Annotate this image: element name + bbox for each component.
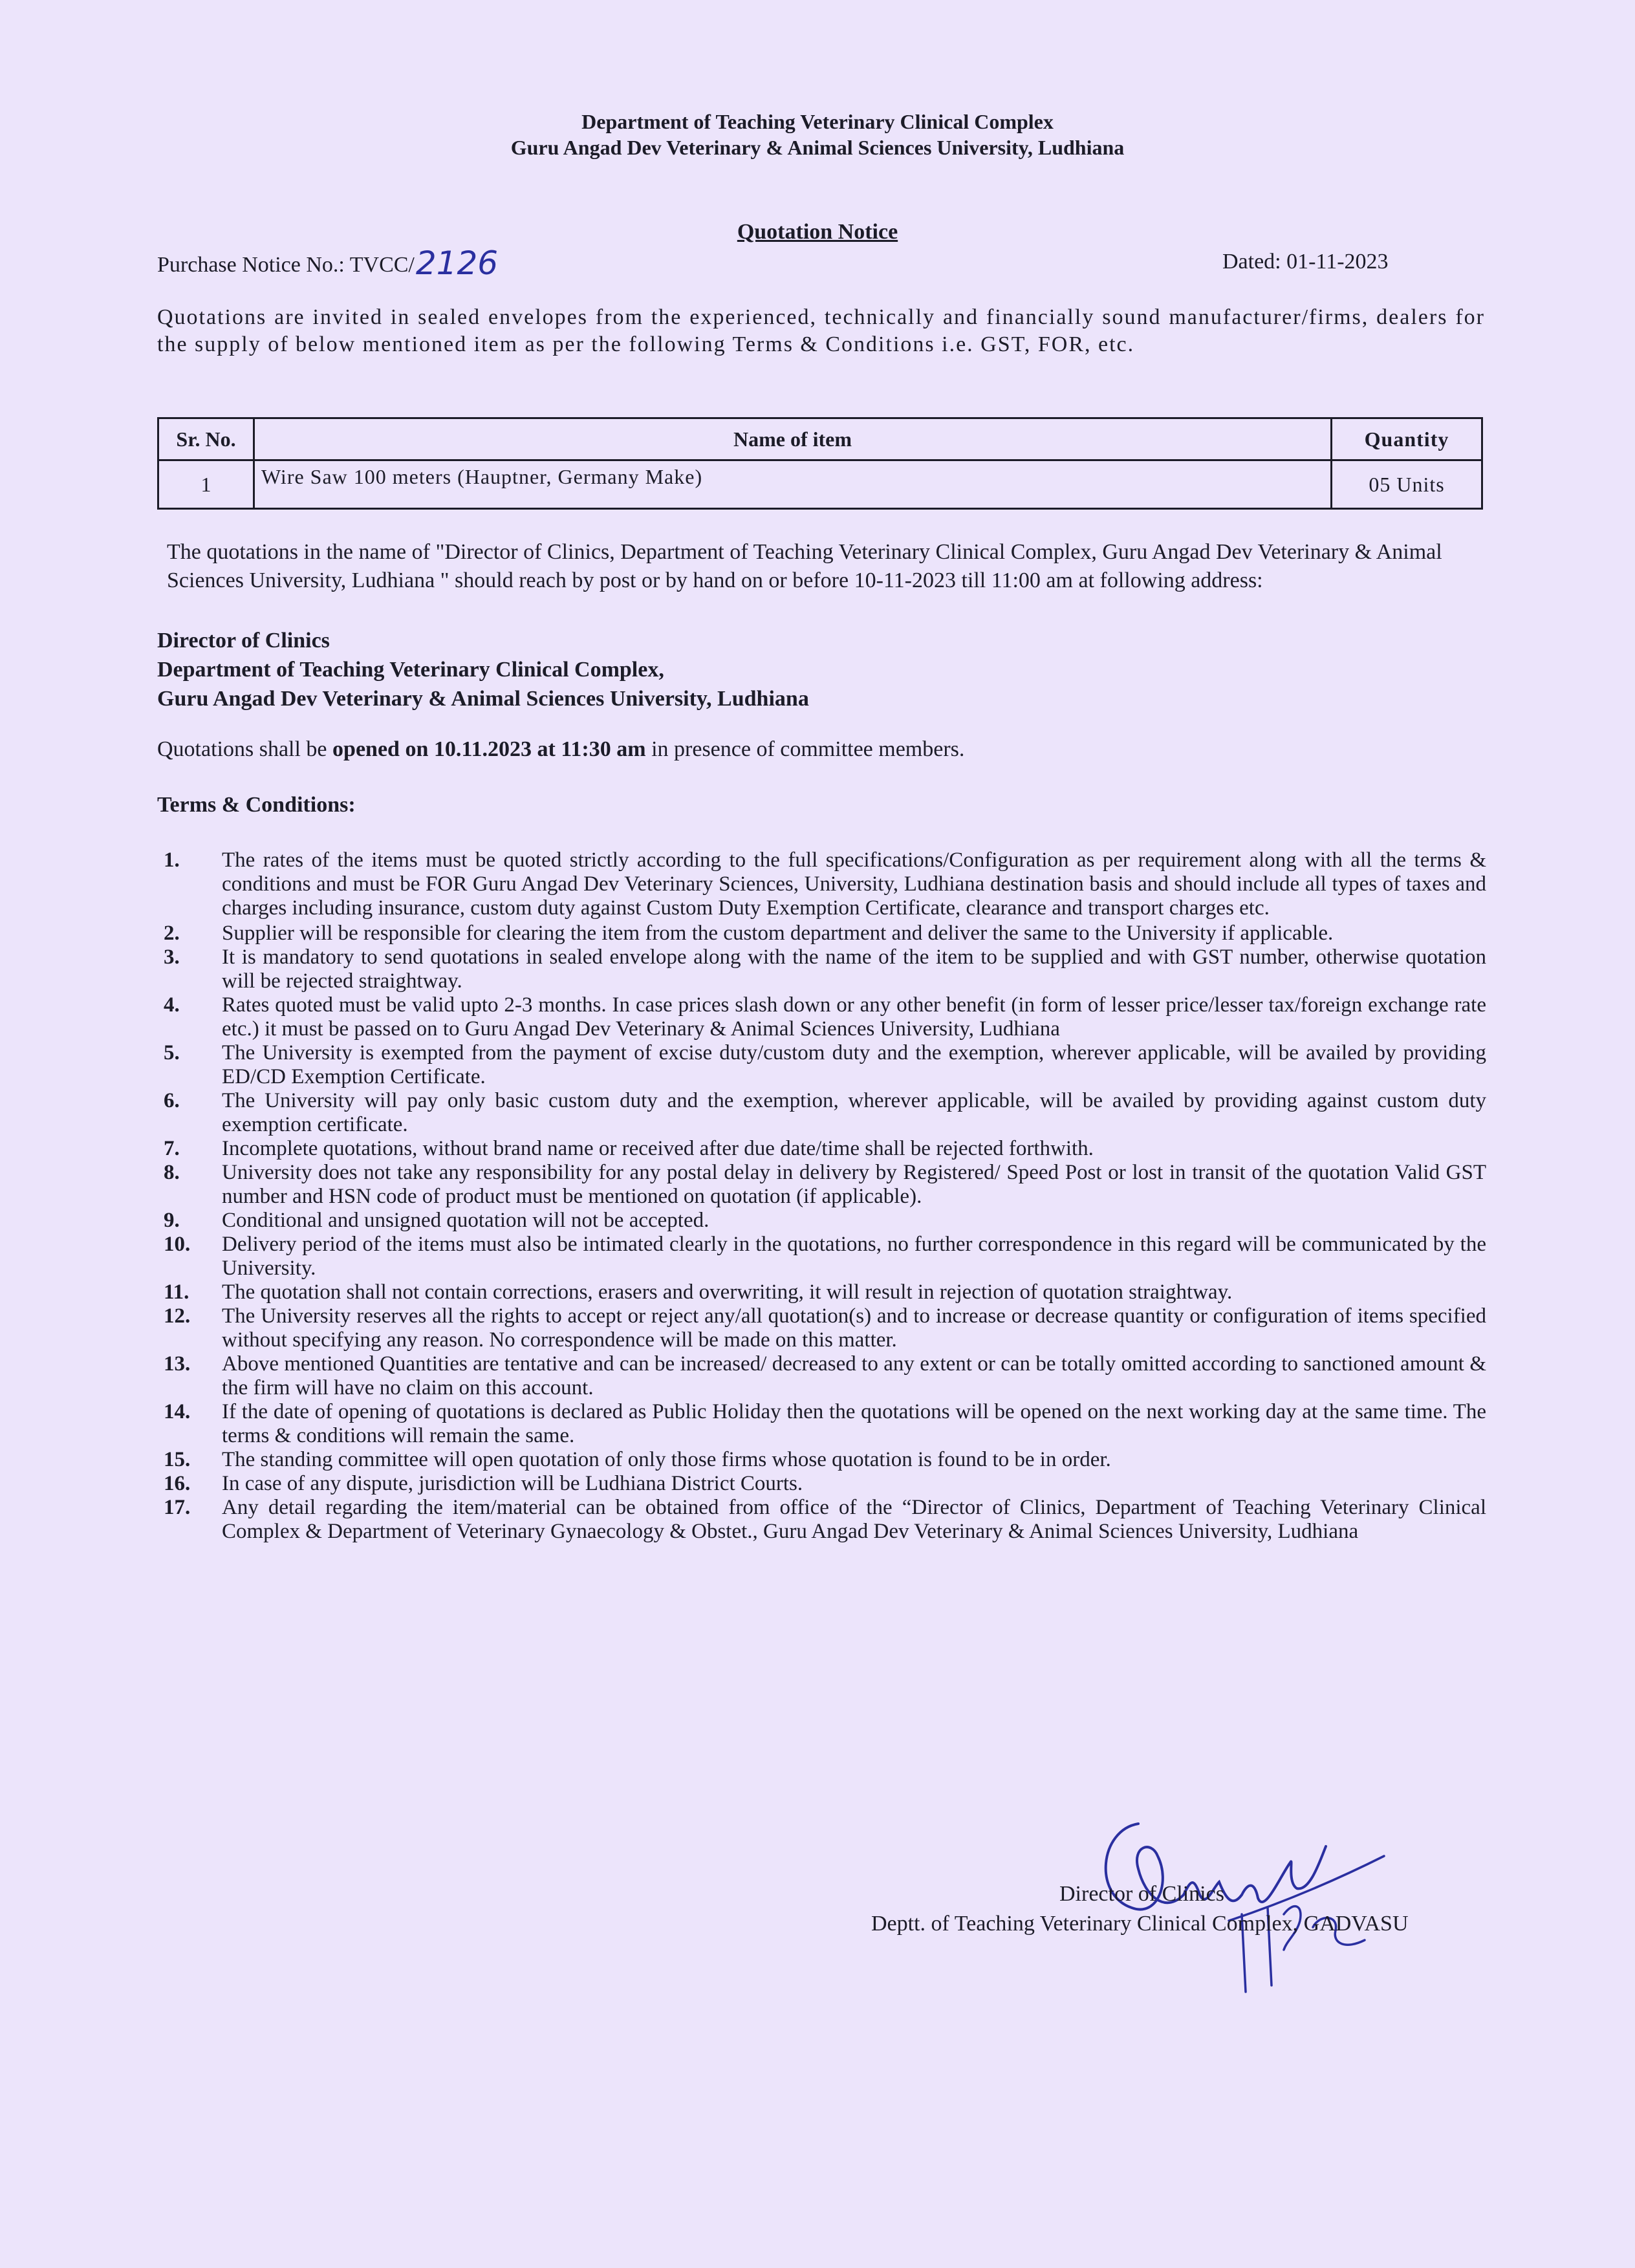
term-number: 16. xyxy=(164,1472,191,1495)
term-text: The University reserves all the rights to accept or reject any/all quotation(s) and to increase or decrease quantity or configuration of items specified without specifying any reason. No correspondence will be made on this matter. xyxy=(222,1304,1486,1352)
cell-quantity: 05 Units xyxy=(1332,460,1482,509)
address-line: Guru Angad Dev Veterinary & Animal Sciences University, Ludhiana xyxy=(157,687,809,711)
term-number: 14. xyxy=(164,1400,191,1423)
list-item xyxy=(157,1472,1486,1496)
term-number: 12. xyxy=(164,1304,191,1328)
address-line: Department of Teaching Veterinary Clinical Complex, xyxy=(157,658,664,682)
signatory-department: Deptt. of Teaching Veterinary Clinical Complex, GADVASU xyxy=(871,1912,1409,1936)
term-text: The rates of the items must be quoted strictly according to the full specifications/Configuration as per requirement along with all the terms & conditions and must be FOR Guru Angad Dev Veterinary Sciences, University, Ludhiana destination basis and should include all types of taxes and charges including insurance, custom duty against Custom Duty Exemption Certificate, clearance and transport charges etc. xyxy=(222,848,1486,920)
list-item xyxy=(157,1352,1486,1400)
terms-list xyxy=(157,848,1486,1544)
table-header-row xyxy=(158,418,1482,460)
table-row xyxy=(158,460,1482,509)
term-number: 6. xyxy=(164,1089,180,1112)
term-text: The University is exempted from the payment of excise duty/custom duty and the exemption, wherever applicable, will be availed by providing ED/CD Exemption Certificate. xyxy=(222,1041,1486,1088)
term-number: 15. xyxy=(164,1448,191,1471)
term-text: Any detail regarding the item/material can be obtained from office of the “Director of Clinics, Department of Teaching Veterinary Clinical Complex & Department of Veterinary Gynaecology & Obstet., Guru Angad Dev Veterinary & Animal Sciences University, Ludhiana xyxy=(222,1496,1486,1543)
term-text: It is mandatory to send quotations in sealed envelope along with the name of the item to be supplied and with GST number, otherwise quotation will be rejected straightway. xyxy=(222,945,1486,993)
address-block xyxy=(157,626,809,713)
list-item xyxy=(157,993,1486,1041)
term-number: 8. xyxy=(164,1161,180,1184)
intro-paragraph: Quotations are invited in sealed envelopes from the experienced, technically and financially sound manufacturer/firms, dealers for the supply of below mentioned item as per the following Terms & Conditions i.e. GST, FOR, etc. xyxy=(157,305,1485,356)
items-table xyxy=(157,417,1483,510)
signatory-title: Director of Clinics xyxy=(1059,1882,1224,1906)
list-item xyxy=(157,1233,1486,1280)
opening-date-time: opened on 10.11.2023 at 11:30 am xyxy=(332,737,646,761)
term-number: 10. xyxy=(164,1233,191,1256)
purchase-notice-label: Purchase Notice No.: TVCC/ xyxy=(157,253,415,277)
opening-statement xyxy=(157,737,964,762)
list-item xyxy=(157,848,1486,920)
header-quantity: Quantity xyxy=(1332,418,1482,460)
purchase-notice-number xyxy=(157,244,498,282)
term-number: 11. xyxy=(164,1280,189,1304)
term-number: 2. xyxy=(164,922,180,945)
term-text: Rates quoted must be valid upto 2-3 months. In case prices slash down or any other benefit (in form of lesser price/lesser tax/foreign exchange rate etc.) it must be passed on to Guru Angad Dev Veterinary & Animal Sciences University, Ludhiana xyxy=(222,993,1486,1041)
term-text: The quotation shall not contain corrections, erasers and overwriting, it will result in rejection of quotation straightway. xyxy=(222,1280,1233,1304)
term-text: In case of any dispute, jurisdiction will be Ludhiana District Courts. xyxy=(222,1472,803,1495)
cell-item-name: Wire Saw 100 meters (Hauptner, Germany Make) xyxy=(254,460,1332,509)
header-sr-no: Sr. No. xyxy=(158,418,254,460)
list-item xyxy=(157,1089,1486,1137)
list-item xyxy=(157,945,1486,993)
list-item xyxy=(157,1137,1486,1161)
header-department: Department of Teaching Veterinary Clinical Complex xyxy=(581,110,1054,133)
list-item xyxy=(157,1304,1486,1352)
term-text: Above mentioned Quantities are tentative and can be increased/ decreased to any extent or can be totally omitted according to sanctioned amount & the firm will have no claim on this account. xyxy=(222,1352,1486,1399)
term-number: 9. xyxy=(164,1209,180,1232)
list-item xyxy=(157,1041,1486,1089)
list-item xyxy=(157,1496,1486,1544)
handwritten-notice-number: 2126 xyxy=(415,244,499,282)
term-number: 13. xyxy=(164,1352,191,1376)
term-text: Incomplete quotations, without brand name or received after due date/time shall be rejected forthwith. xyxy=(222,1137,1094,1160)
list-item xyxy=(157,1161,1486,1209)
term-text: University does not take any responsibility for any postal delay in delivery by Registered/ Speed Post or lost in transit of the quotation Valid GST number and HSN code of product must be mentioned on quotation (if applicable). xyxy=(222,1161,1486,1208)
term-number: 3. xyxy=(164,945,180,969)
address-line: Director of Clinics xyxy=(157,629,330,653)
opening-prefix: Quotations shall be xyxy=(157,737,333,761)
term-text: Conditional and unsigned quotation will not be accepted. xyxy=(222,1209,709,1232)
term-text: The University will pay only basic custom duty and the exemption, wherever applicable, will be availed by providing against custom duty exemption certificate. xyxy=(222,1089,1486,1136)
cell-sr-no: 1 xyxy=(158,460,254,509)
submission-paragraph: The quotations in the name of "Director of Clinics, Department of Teaching Veterinary Clinical Complex, Guru Angad Dev Veterinary & Animal Sciences University, Ludhiana " should reach by post or by hand on or before 10-11-2023 till 11:00 am at following address: xyxy=(167,540,1442,592)
list-item xyxy=(157,1448,1486,1472)
opening-suffix: in presence of committee members. xyxy=(645,737,965,761)
term-text: If the date of opening of quotations is declared as Public Holiday then the quotations will be opened on the next working day at the same time. The terms & conditions will remain the same. xyxy=(222,1400,1486,1447)
notice-date: Dated: 01-11-2023 xyxy=(1222,250,1389,274)
term-number: 5. xyxy=(164,1041,180,1064)
term-text: Supplier will be responsible for clearing the item from the custom department and deliver the same to the University if applicable. xyxy=(222,922,1334,945)
list-item xyxy=(157,1400,1486,1448)
term-number: 1. xyxy=(164,848,180,872)
list-item xyxy=(157,922,1486,945)
list-item xyxy=(157,1209,1486,1233)
term-number: 17. xyxy=(164,1496,191,1519)
list-item xyxy=(157,1280,1486,1304)
notice-title: Quotation Notice xyxy=(737,220,898,244)
term-text: The standing committee will open quotation of only those firms whose quotation is found to be in order. xyxy=(222,1448,1111,1471)
header-item-name: Name of item xyxy=(254,418,1332,460)
term-number: 7. xyxy=(164,1137,180,1160)
terms-heading: Terms & Conditions: xyxy=(157,793,356,817)
term-text: Delivery period of the items must also be intimated clearly in the quotations, no further correspondence in this regard will be communicated by the University. xyxy=(222,1233,1486,1280)
term-number: 4. xyxy=(164,993,180,1017)
header-university: Guru Angad Dev Veterinary & Animal Sciences University, Ludhiana xyxy=(510,136,1125,159)
